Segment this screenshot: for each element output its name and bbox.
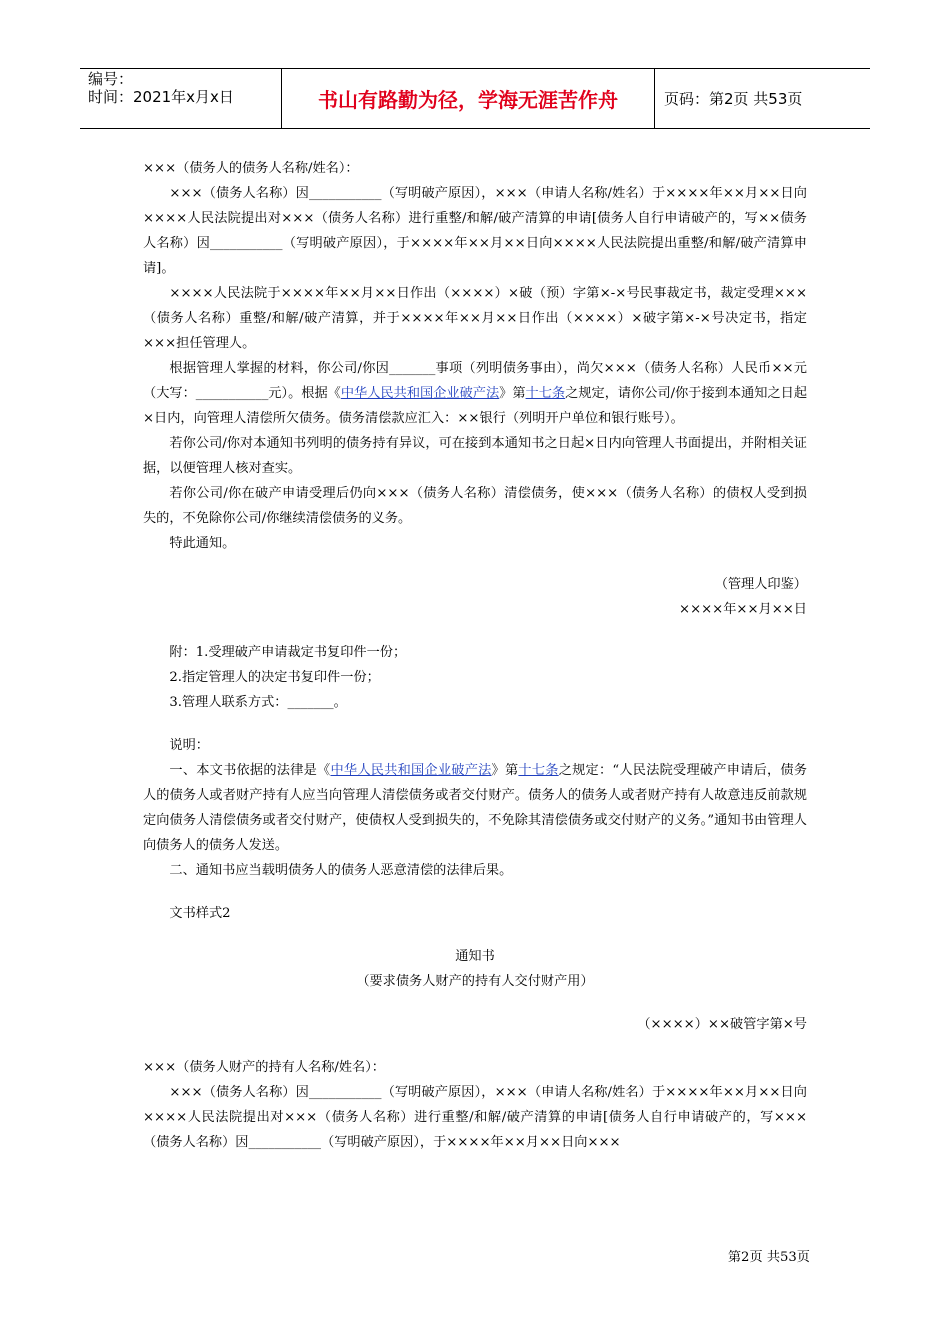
paragraph: 若你公司/你在破产申请受理后仍向×××（债务人名称）清偿债务，使×××（债务人名称）的债权人受到损失的，不免除你公司/你继续清偿债务的义务。 xyxy=(143,486,807,526)
attachment-item: 2.指定管理人的决定书复印件一份； xyxy=(169,670,380,685)
text-segment: 根据管理人掌握的材料，你公司/你因_______事项（列明债务事由），尚欠×××（债务人名称）人民币××元（大写：___________元）。根据《 xyxy=(143,361,807,401)
paragraph: ××××人民法院于××××年××月××日作出（××××）×破（预）字第×-×号民事裁定书，裁定受理×××（债务人名称）重整/和解/破产清算，并于××××年××月××日作出（××××）×破字第×-×号决定书，指定×××担任管理人。 xyxy=(143,286,807,351)
spacer xyxy=(143,994,807,1012)
date-line: ××××年××月××日 xyxy=(679,602,807,617)
document-title: 通知书 xyxy=(455,949,495,964)
document-body xyxy=(143,156,807,1155)
paragraph: ×××（债务人名称）因___________（写明破产原因），×××（申请人名称/姓名）于××××年××月××日向××××人民法院提出对×××（债务人名称）进行重整/和解/破产清算的申请[债务人自行申请破产的，写×××（债务人名称）因___________（写明破产原因），于××××年××月××日向××× xyxy=(143,1085,807,1150)
attachment-item: 附：1.受理破产申请裁定书复印件一份； xyxy=(169,645,407,660)
text-segment: 之规定：“人民法院受理破产申请后，债务人的债务人或者财产持有人应当向管理人清偿债务或者交付财产。债务人的债务人或者财产持有人故意违反前款规定向债务人清偿债务或者交付财产，使债权人受到损失的，不免除其清偿债务或交付财产的义务。”通知书由管理人向债务人的债务人发送。 xyxy=(143,763,808,853)
spacer xyxy=(143,1037,807,1055)
header-bottom-rule xyxy=(80,128,870,129)
law-link[interactable]: 中华人民共和国企业破产法 xyxy=(340,386,500,401)
header-motto: 书山有路勤为径，学海无涯苦作舟 xyxy=(318,88,618,112)
text-segment: 之规定，请你公司/你于接到本通知之日起×日内，向管理人清偿所欠债务。债务清偿款应汇入：××银行（列明开户单位和银行账号）。 xyxy=(143,386,808,426)
note-item xyxy=(143,758,807,858)
seal-line: （管理人印鉴） xyxy=(714,577,807,592)
spacer xyxy=(143,622,807,640)
paragraph: 特此通知。 xyxy=(169,536,236,551)
sample-label: 文书样式2 xyxy=(169,906,231,921)
header-page-info: 页码：第2页 共53页 xyxy=(664,90,803,108)
attachment-item: 3.管理人联系方式：_______。 xyxy=(169,695,347,710)
spacer xyxy=(143,926,807,944)
document-subtitle: （要求债务人财产的持有人交付财产用） xyxy=(356,974,594,989)
article-link[interactable]: 十七条 xyxy=(518,763,559,778)
paragraph xyxy=(143,356,807,431)
law-link[interactable]: 中华人民共和国企业破产法 xyxy=(330,763,492,778)
paragraph: 若你公司/你对本通知书列明的债务持有异议，可在接到本通知书之日起×日内向管理人书面提出，并附相关证据，以便管理人核对查实。 xyxy=(143,436,807,476)
text-segment: 一、本文书依据的法律是《 xyxy=(169,763,331,778)
spacer xyxy=(143,715,807,733)
addressee: ×××（债务人的债务人名称/姓名）： xyxy=(143,161,359,176)
spacer xyxy=(143,883,807,901)
footer-page-number: 第2页 共53页 xyxy=(727,1250,810,1265)
document-number-label: 编号： xyxy=(88,70,134,88)
article-link[interactable]: 十七条 xyxy=(525,386,566,401)
paragraph: ×××（债务人名称）因___________（写明破产原因），×××（申请人名称/姓名）于××××年××月××日向××××人民法院提出对×××（债务人名称）进行重整/和解/破产清算的申请[债务人自行申请破产的，写××债务人名称）因___________（写明破产原因），于××××年××月××日向××××人民法院提出重整/和解/破产清算申请]。 xyxy=(143,186,807,276)
spacer xyxy=(143,556,807,572)
text-segment: 》第 xyxy=(499,386,526,401)
text-segment: 》第 xyxy=(491,763,519,778)
note-item: 二、通知书应当载明债务人的债务人恶意清偿的法律后果。 xyxy=(169,863,513,878)
document-number: （××××）××破管字第×号 xyxy=(637,1017,807,1032)
addressee: ×××（债务人财产的持有人名称/姓名）： xyxy=(143,1060,385,1075)
document-time: 时间：2021年x月x日 xyxy=(88,88,234,106)
header-top-rule xyxy=(80,68,870,69)
notes-title: 说明： xyxy=(169,738,209,753)
header-info xyxy=(88,70,234,106)
header-divider xyxy=(654,68,655,129)
